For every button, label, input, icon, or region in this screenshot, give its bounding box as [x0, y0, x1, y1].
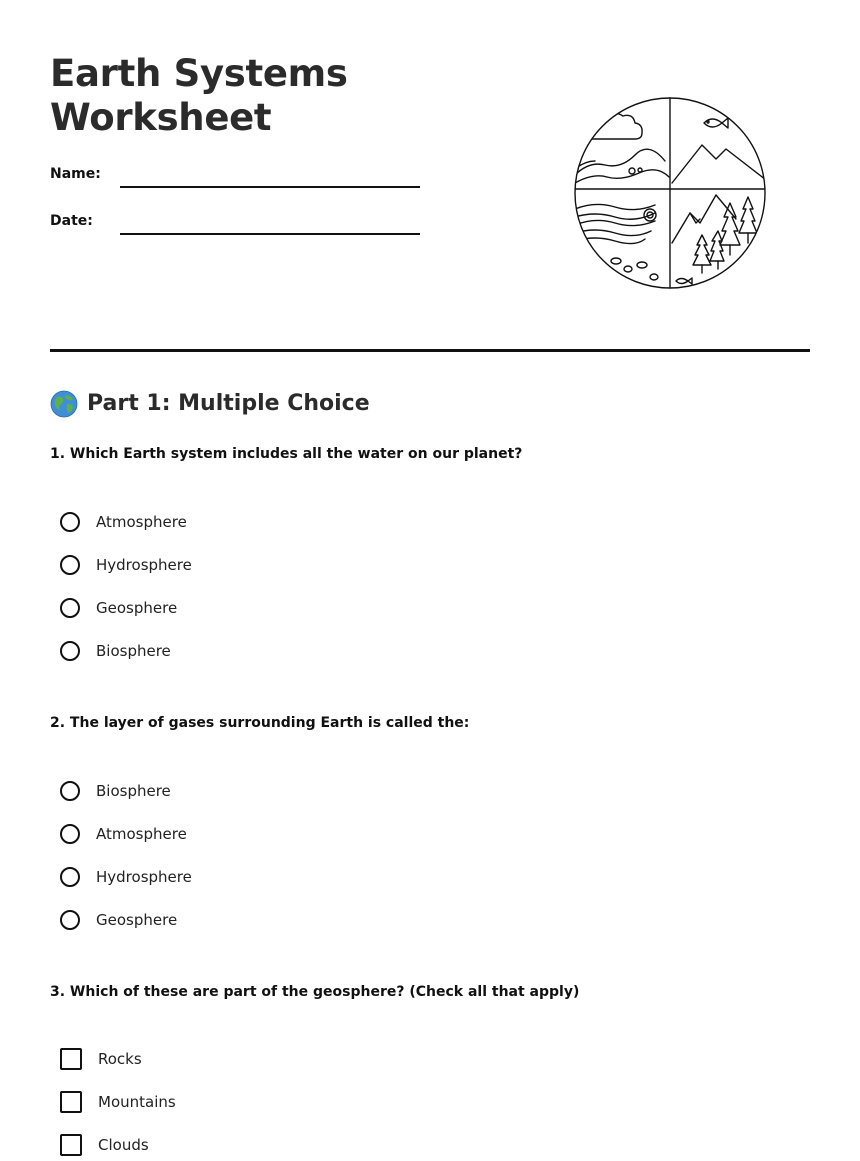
checkbox[interactable] — [60, 1091, 82, 1113]
option-label: Geosphere — [96, 599, 178, 617]
q1-option-hydrosphere[interactable] — [60, 553, 192, 577]
date-label: Date: — [50, 213, 93, 229]
q3-option-mountains[interactable] — [60, 1090, 176, 1114]
option-label: Biosphere — [96, 782, 171, 800]
q1-option-geosphere[interactable] — [60, 596, 177, 620]
q3-option-rocks[interactable] — [60, 1047, 142, 1071]
radio-button[interactable] — [60, 910, 80, 930]
date-field[interactable] — [120, 233, 420, 235]
radio-button[interactable] — [60, 512, 80, 532]
radio-button[interactable] — [60, 641, 80, 661]
worksheet-title — [50, 52, 348, 140]
q2-option-atmosphere[interactable] — [60, 822, 187, 846]
title-line-2: Worksheet — [50, 96, 272, 139]
q2-option-geosphere[interactable] — [60, 908, 177, 932]
option-label: Clouds — [98, 1136, 149, 1154]
radio-button[interactable] — [60, 598, 80, 618]
checkbox[interactable] — [60, 1134, 82, 1156]
radio-button[interactable] — [60, 555, 80, 575]
option-label: Hydrosphere — [96, 556, 192, 574]
radio-button[interactable] — [60, 867, 80, 887]
name-label: Name: — [50, 166, 101, 182]
option-label: Atmosphere — [96, 513, 187, 531]
checkbox[interactable] — [60, 1048, 82, 1070]
question-2: 2. The layer of gases surrounding Earth is called the: — [50, 715, 470, 731]
option-label: Rocks — [98, 1050, 142, 1068]
globe-icon — [50, 390, 78, 418]
option-label: Atmosphere — [96, 825, 187, 843]
part1-heading — [50, 388, 370, 420]
title-line-1: Earth Systems — [50, 52, 348, 95]
radio-button[interactable] — [60, 824, 80, 844]
q2-option-hydrosphere[interactable] — [60, 865, 192, 889]
name-field[interactable] — [120, 186, 420, 188]
option-label: Geosphere — [96, 911, 178, 929]
part1-heading-text: Part 1: Multiple Choice — [87, 391, 370, 416]
option-label: Hydrosphere — [96, 868, 192, 886]
earth-systems-illustration — [570, 93, 770, 293]
q1-option-biosphere[interactable] — [60, 639, 171, 663]
option-label: Biosphere — [96, 642, 171, 660]
q2-option-biosphere[interactable] — [60, 779, 171, 803]
q1-option-atmosphere[interactable] — [60, 510, 187, 534]
section-divider — [50, 349, 810, 352]
question-3: 3. Which of these are part of the geosphere? (Check all that apply) — [50, 984, 580, 1000]
question-1: 1. Which Earth system includes all the water on our planet? — [50, 446, 523, 462]
q3-option-clouds[interactable] — [60, 1133, 149, 1157]
radio-button[interactable] — [60, 781, 80, 801]
option-label: Mountains — [98, 1093, 176, 1111]
